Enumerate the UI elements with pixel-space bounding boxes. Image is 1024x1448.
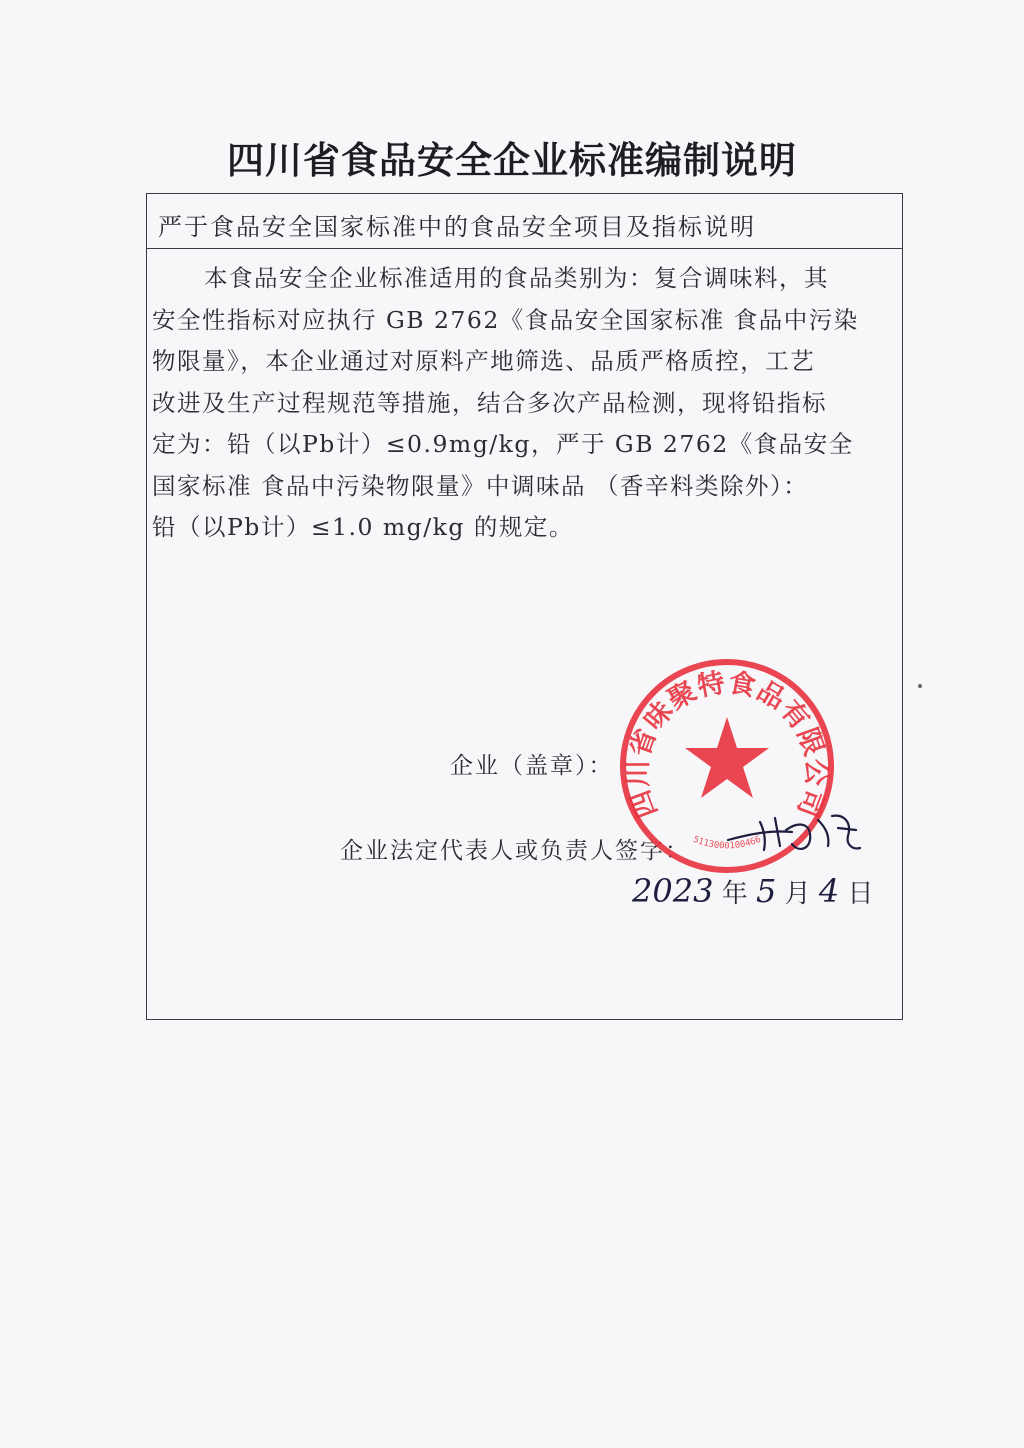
svg-text:5113000100466: 5113000100466 [691, 834, 763, 852]
date-month: 5 [755, 872, 777, 910]
date-year: 2023 [632, 872, 714, 910]
body-line: 本食品安全企业标准适用的食品类别为：复合调味料，其 [204, 264, 829, 292]
signature-date [632, 872, 874, 910]
date-day: 4 [818, 872, 840, 910]
body-line: 定为：铅（以Pb计）≤0.9mg/kg，严于 GB 2762《食品安全 [152, 430, 854, 458]
document-title: 四川省食品安全企业标准编制说明 [227, 139, 797, 182]
body-line: 铅（以Pb计）≤1.0 mg/kg 的规定。 [152, 513, 574, 541]
body-line: 物限量》，本企业通过对原料产地筛选、品质严格质控，工艺 [152, 347, 816, 375]
date-year-unit: 年 [721, 879, 748, 909]
svg-text:四川省味聚特食品有限公司: 四川省味聚特食品有限公司 [622, 667, 832, 822]
handwritten-signature [720, 800, 870, 860]
section-header: 严于食品安全国家标准中的食品安全项目及指标说明 [158, 213, 756, 241]
section-header-row [146, 193, 903, 249]
body-line: 国家标准 食品中污染物限量》中调味品 （香辛料类除外）： [152, 471, 809, 500]
date-day-unit: 日 [847, 879, 874, 909]
body-line: 改进及生产过程规范等措施，结合多次产品检测，现将铅指标 [152, 388, 827, 417]
date-month-unit: 月 [784, 879, 811, 909]
representative-signature-label: 企业法定代表人或负责人签字： [340, 838, 690, 864]
company-stamp-label: 企业（盖章）： [450, 753, 614, 779]
scan-speck [918, 684, 922, 688]
body-paragraph [152, 258, 897, 549]
body-line: 安全性指标对应执行 GB 2762《食品安全国家标准 食品中污染 [152, 305, 859, 334]
